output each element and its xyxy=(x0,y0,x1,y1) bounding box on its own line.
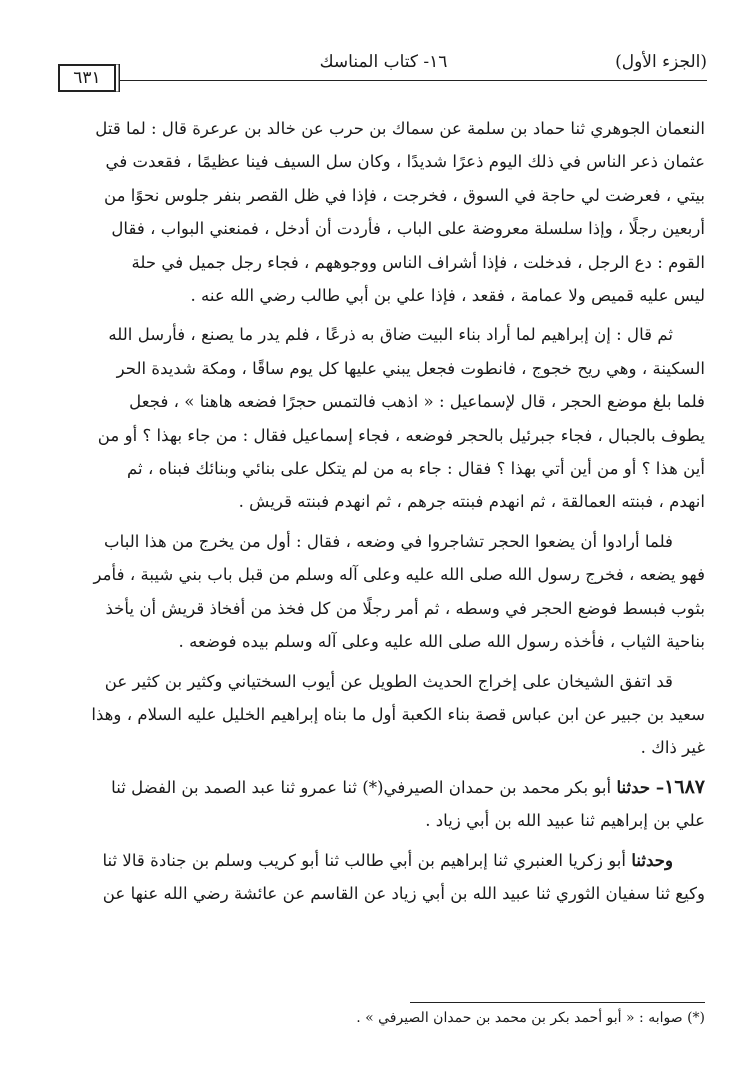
text-line: النعمان الجوهري ثنا حماد بن سلمة عن سماك بن حرب عن خالد بن عرعرة قال : لما قتل xyxy=(95,119,705,138)
paragraph xyxy=(62,112,705,312)
volume-label: (الجزء الأول) xyxy=(615,52,707,72)
text-line: عثمان ذعر الناس في ذلك اليوم ذعرًا شديدًا ، وكان سل السيف فينا عظيمًا ، فقعدت في xyxy=(105,152,705,172)
main-text xyxy=(62,112,705,910)
hadith-entry: ١٦٨٧– حدثنا أبو بكر محمد بن حمدان الصيرفي(*) ثنا عمرو ثنا عبد الصمد بن الفضل ثنا علي بن إبراهيم ثنا عبيد الله بن أبي زياد . xyxy=(62,771,705,838)
footnote: (*) صوابه : « أبو أحمد بكر بن محمد بن حمدان الصيرفي » . xyxy=(356,1010,705,1026)
text-line: بناحية الثياب ، فأخذه رسول الله صلى الله عليه وعلى آله وسلم بيده فوضعه . xyxy=(178,632,705,652)
paragraph-lead: وحدثنا xyxy=(631,849,673,870)
hadith-lead: حدثنا xyxy=(616,776,651,797)
text-line: غير ذاك . xyxy=(640,738,705,758)
text-line: علي بن إبراهيم ثنا عبيد الله بن أبي زياد . xyxy=(425,811,705,831)
text-line: أربعين رجلًا ، وإذا سلسلة معروضة على الباب ، فأردت أن أدخل ، فمنعني البواب ، فقال xyxy=(111,219,705,239)
text-line: قد اتفق الشيخان على إخراج الحديث الطويل عن أيوب السختياني وكثير بن كثير عن xyxy=(104,671,673,691)
paragraph xyxy=(62,665,705,765)
text-line: فلما بلغ موضع الحجر ، قال لإسماعيل : « اذهب فالتمس حجرًا فضعه هاهنا » ، فجعل xyxy=(129,392,705,412)
text-line: القوم : دع الرجل ، فدخلت ، فإذا أشراف الناس ووجوههم ، فجاء رجل جميل في حلة xyxy=(131,252,705,272)
text-line: فهو يضعه ، فخرج رسول الله صلى الله عليه وعلى آله وسلم من قبل باب بني شيبة ، فأمر xyxy=(93,565,705,585)
text-line: أبو بكر محمد بن حمدان الصيرفي(*) ثنا عمرو ثنا عبد الصمد بن الفضل ثنا xyxy=(111,777,612,797)
text-line: ثم قال : إن إبراهيم لما أراد بناء البيت ضاق به ذرعًا ، فلم يدر ما يصنع ، فأرسل الله xyxy=(108,325,673,345)
text-line: انهدم ، فبنته العمالقة ، ثم انهدم فبنته جرهم ، ثم انهدم فبنته قريش . xyxy=(238,492,705,512)
paragraph xyxy=(62,318,705,518)
text-line: بثوب فبسط فوضع الحجر في وسطه ، ثم أمر رجلًا من كل فخذ من أفخاذ قريش أن يأخذ xyxy=(105,598,705,618)
page-header xyxy=(60,46,707,88)
hadith-number: ١٦٨٧ xyxy=(664,775,705,798)
header-rule xyxy=(118,80,707,81)
text-line: يطوف بالجبال ، فجاء جبرئيل بالحجر فوضعه ، فجاء إسماعيل فقال : من جاء بهذا ؟ أو من xyxy=(97,425,705,445)
text-line: السكينة ، وهي ريح خجوج ، فانطوت فجعل يبني عليها كل يوم ساقًا ، ومكة شديدة الحر xyxy=(116,358,705,378)
text-line: ليس عليه قميص ولا عمامة ، فقعد ، فإذا علي بن أبي طالب رضي الله عنه . xyxy=(190,286,705,306)
paragraph xyxy=(62,525,705,659)
text-line: بيتي ، فعرضت لي حاجة في السوق ، فخرجت ، فإذا في ظل القصر بنفر جلوس نحوًا من xyxy=(104,185,705,205)
book-title: ١٦- كتاب المناسك xyxy=(319,52,448,72)
text-line: وكيع ثنا سفيان الثوري ثنا عبيد الله بن أبي زياد عن القاسم عن عائشة رضي الله عنها عن xyxy=(102,883,705,903)
text-line: فلما أرادوا أن يضعوا الحجر تشاجروا في وضعه ، فقال : أول من يخرج من هذا الباب xyxy=(104,531,673,551)
text-line: سعيد بن جبير عن ابن عباس قصة بناء الكعبة أول ما بناه إبراهيم الخليل عليه السلام ، وهذا xyxy=(91,704,705,724)
text-line: أين هذا ؟ أو من أين أتي بهذا ؟ فقال : جاء به من لم يتكل على بنائي وبنائك فبناه ، ثم xyxy=(127,459,705,479)
footnote-rule xyxy=(410,1002,705,1003)
paragraph xyxy=(62,844,705,911)
text-line: أبو زكريا العنبري ثنا إبراهيم بن أبي طالب ثنا أبو كريب وسلم بن جنادة قالا ثنا xyxy=(102,850,627,870)
page-number: ٦٣١ xyxy=(58,64,116,92)
